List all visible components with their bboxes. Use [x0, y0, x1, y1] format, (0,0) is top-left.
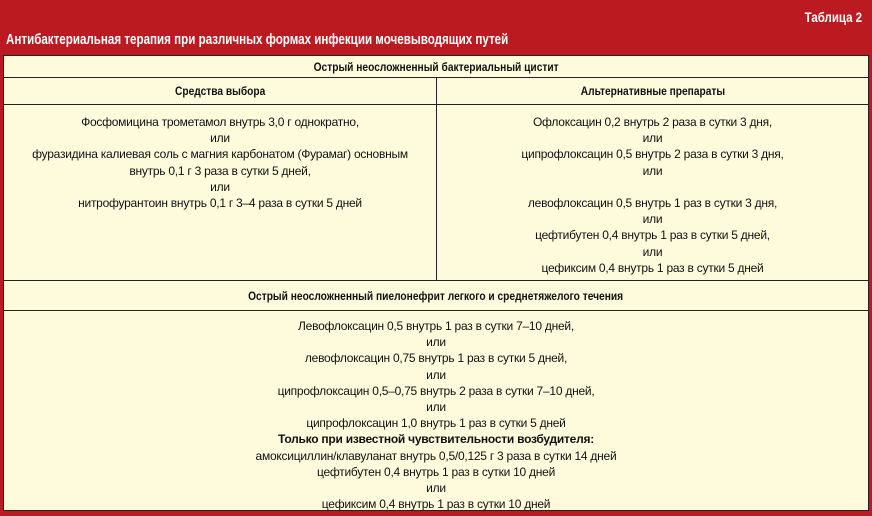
regimen-line: ципрофлоксацин 0,5–0,75 внутрь 2 раза в сутки 7–10 дней,: [277, 383, 595, 398]
regimen-line: левофлоксацин 0,5 внутрь 1 раз в сутки 3 дня,: [527, 195, 778, 210]
section1-heading-row: [4, 56, 868, 78]
or-separator: или: [642, 212, 663, 227]
regimen-line: ципрофлоксацин 1,0 внутрь 1 раз в сутки 5 дней: [306, 416, 566, 431]
or-separator: или: [426, 480, 446, 495]
regimen-line: внутрь 0,1 г 3 раза в сутки 5 дней,: [129, 163, 311, 178]
regimen-line: амоксициллин/клавуланат внутрь 0,5/0,125 г 3 раза в сутки 14 дней: [255, 448, 617, 463]
or-separator: или: [642, 244, 663, 259]
regimen-line: левофлоксацин 0,75 внутрь 1 раз в сутки 5 дней,: [304, 351, 568, 366]
regimen-line: цефтибутен 0,4 внутрь 1 раз в сутки 10 дней: [316, 464, 556, 479]
or-separator: или: [210, 179, 230, 194]
regimen-line: фуразидина калиевая соль с магния карбонатом (Фурамаг) основным: [32, 147, 408, 162]
section2-heading-row: [4, 281, 868, 311]
or-separator: или: [210, 131, 230, 146]
or-separator: или: [642, 131, 663, 146]
or-separator: или: [642, 163, 663, 178]
alternatives-cell: [437, 105, 868, 280]
or-separator: или: [426, 399, 446, 414]
regimen-line: Фосфомицина трометамол внутрь 3,0 г однократно,: [81, 115, 359, 129]
regimen-line: цефиксим 0,4 внутрь 1 раз в сутки 10 дней: [321, 497, 551, 512]
or-separator: или: [426, 367, 446, 382]
table-title: Антибактериальная терапия при различных формах инфекции мочевыводящих путей: [6, 32, 509, 48]
section1-content-row: [4, 105, 868, 281]
therapy-table: [3, 55, 869, 511]
regimen-line: нитрофурантоин внутрь 0,1 г 3–4 раза в сутки 5 дней: [78, 195, 362, 210]
col-header-first-choice: Средства выбора: [4, 78, 437, 104]
section2-heading: Острый неосложненный пиелонефрит легкого и среднетяжелого течения: [248, 288, 624, 303]
regimen-line: ципрофлоксацин 0,5 внутрь 2 раза в сутки 3 дня,: [521, 147, 784, 162]
regimen-line: Только при известной чувствительности возбудителя:: [278, 432, 594, 447]
column-header-row: [4, 78, 868, 105]
section2-content: [4, 318, 868, 512]
regimen-line: Левофлоксацин 0,5 внутрь 1 раз в сутки 7–10 дней,: [298, 319, 574, 333]
first-choice-cell: [4, 105, 437, 280]
table-number: Таблица 2: [804, 9, 862, 25]
regimen-line: цефиксим 0,4 внутрь 1 раз в сутки 5 дней: [541, 260, 764, 275]
regimen-line: [437, 179, 868, 195]
or-separator: или: [426, 335, 446, 350]
col-header-alternatives: Альтернативные препараты: [580, 84, 725, 98]
section1-heading: Острый неосложненный бактериальный цистит: [313, 59, 559, 74]
regimen-line: цефтибутен 0,4 внутрь 1 раз в сутки 5 дней,: [535, 228, 770, 243]
regimen-line: Офлоксацин 0,2 внутрь 2 раза в сутки 3 дня,: [532, 115, 773, 129]
